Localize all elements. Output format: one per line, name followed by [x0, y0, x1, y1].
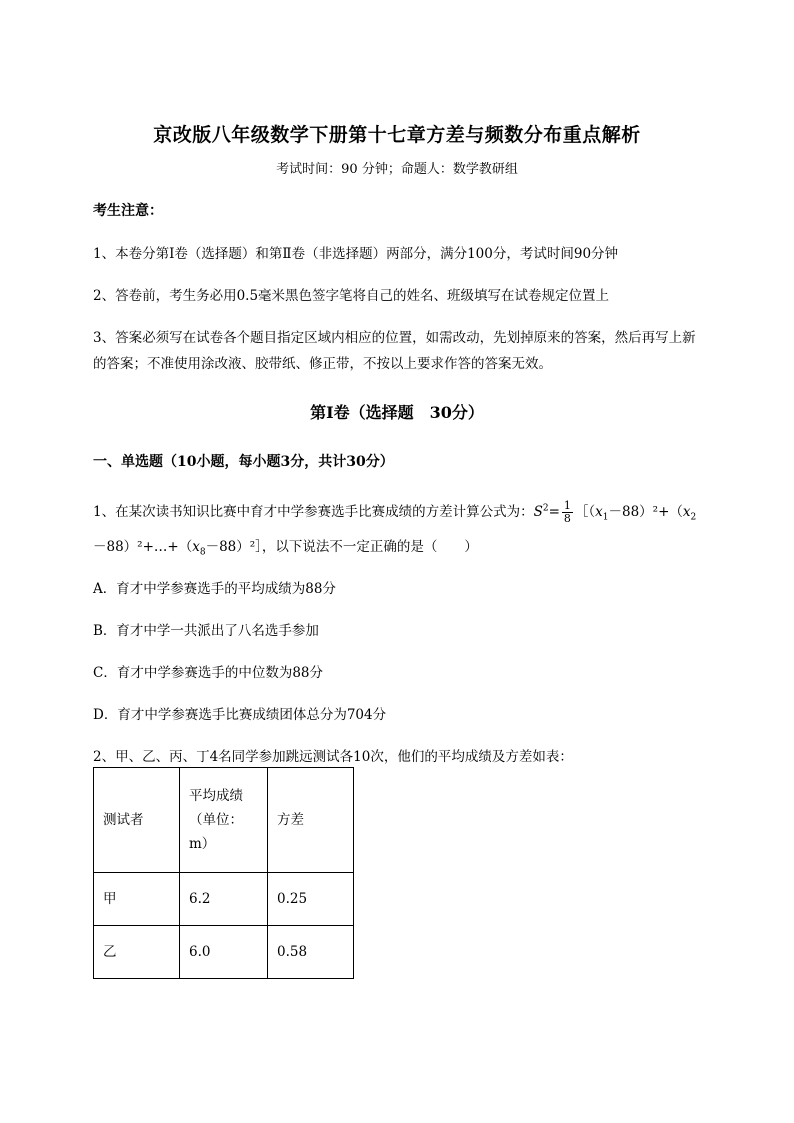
section-title: 第Ⅰ卷（选择题 30分）	[310, 403, 484, 422]
option-b: B．育才中学一共派出了八名选手参加	[93, 623, 319, 639]
notice-item-2: 2、答卷前，考生务必用0.5毫米黑色签字笔将自己的姓名、班级填写在试卷规定位置上	[93, 288, 610, 304]
header-tester: 测试者	[94, 768, 180, 873]
header-average-line-2: （单位：	[189, 812, 243, 828]
question-1-line-1	[93, 500, 696, 525]
cell-name: 甲	[94, 873, 180, 926]
formula-line-2a: －88）²+…+（	[93, 539, 193, 555]
table-row	[94, 873, 354, 926]
formula-part-2: －88）²+（	[608, 504, 683, 520]
notice-item-1: 1、本卷分第Ⅰ卷（选择题）和第Ⅱ卷（非选择题）两部分，满分100分，考试时间90分钟	[93, 246, 619, 262]
variable-x2: x	[682, 504, 691, 520]
table-header-row	[94, 768, 354, 873]
variance-exponent: 2	[542, 503, 549, 514]
question-1-line-2	[93, 535, 478, 558]
equals-sign: =	[548, 504, 560, 520]
formula-part-1: ［（	[574, 504, 596, 520]
fraction-denominator: 8	[563, 512, 571, 525]
subscript-2: 2	[690, 512, 697, 523]
option-d: D．育才中学参赛选手比赛成绩团体总分为704分	[93, 707, 387, 723]
option-a: A．育才中学参赛选手的平均成绩为88分	[93, 581, 336, 597]
variance-symbol: S	[533, 504, 543, 520]
exam-info: 考试时间：90 分钟；命题人：数学教研组	[276, 162, 518, 177]
fraction-numerator: 1	[563, 499, 571, 512]
question-2-stem: 2、甲、乙、丙、丁4名同学参加跳远测试各10次，他们的平均成绩及方差如表：	[93, 749, 573, 765]
notice-item-3: 3、答案必须写在试卷各个题目指定区域内相应的位置，如需改动，先划掉原来的答案，然后再写上新	[93, 330, 696, 346]
variable-x8: x	[192, 539, 200, 555]
variable-x1: x	[595, 504, 603, 520]
question-1-prefix: 1、在某次读书知识比赛中育才中学参赛选手比赛成绩的方差计算公式为：	[93, 504, 534, 520]
page-title: 京改版八年级数学下册第十七章方差与频数分布重点解析	[153, 124, 641, 146]
notice-item-3-cont: 的答案；不准使用涂改液、胶带纸、修正带，不按以上要求作答的答案无效。	[93, 356, 552, 372]
header-variance: 方差	[268, 768, 354, 873]
option-c: C．育才中学参赛选手的中位数为88分	[93, 665, 324, 681]
subscript-1: 1	[602, 512, 609, 523]
cell-name: 乙	[94, 926, 180, 979]
table-row	[94, 926, 354, 979]
score-table	[93, 767, 354, 979]
fraction-one-eighth	[562, 500, 573, 525]
header-average-line-1: 平均成绩	[189, 788, 243, 804]
part-heading: 一、单选题（10小题，每小题3分，共计30分）	[93, 454, 394, 470]
cell-variance: 0.58	[268, 926, 354, 979]
header-average-line-3: m）	[189, 836, 216, 852]
cell-average: 6.0	[180, 926, 268, 979]
subscript-8: 8	[199, 547, 206, 558]
formula-line-2b: －88）²］，以下说法不一定正确的是（ ）	[205, 539, 478, 555]
header-average	[180, 768, 268, 873]
notice-heading: 考生注意：	[93, 203, 163, 219]
cell-average: 6.2	[180, 873, 268, 926]
cell-variance: 0.25	[268, 873, 354, 926]
